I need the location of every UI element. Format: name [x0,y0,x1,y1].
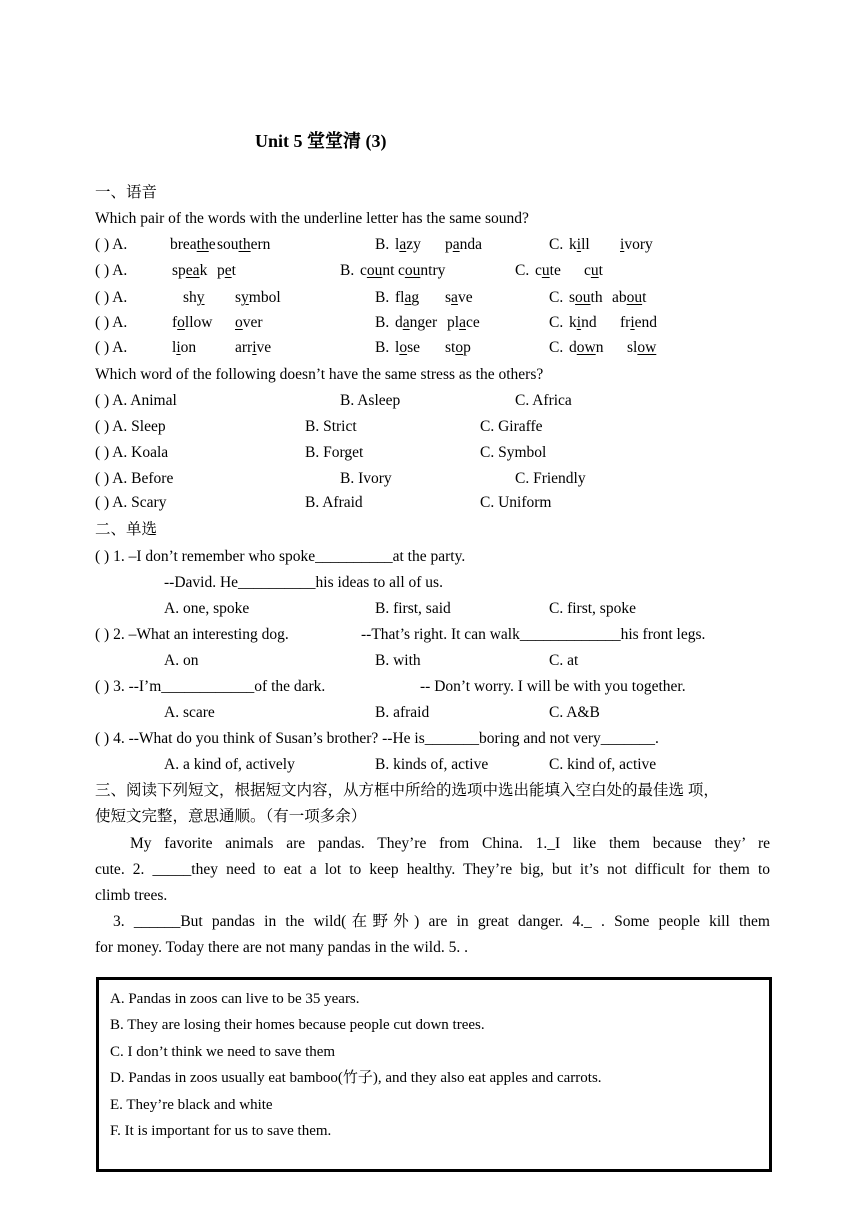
answer-blank-prefix: ( ) A. [95,262,128,279]
word-segment: vory [624,236,653,253]
option-c-label: C. [549,289,564,306]
option-a-word-2 [235,338,271,358]
option-c-label: C. [549,236,564,253]
word-segment: th [238,236,251,253]
option-a-word [172,338,196,358]
word-segment: st [445,339,456,356]
passage-line: 3. ______But pandas in the wild(在野外) are in great danger. 4._ . Some people kill them [113,913,770,930]
word-segment: pl [447,314,460,331]
answer-blank-prefix: ( ) A. [95,289,128,306]
word-segment: arr [235,339,253,356]
word-segment: f [172,314,178,331]
word-segment: ow [637,339,657,356]
option-c-word-2 [584,261,603,281]
stress-option-b: B. Ivory [340,470,392,487]
option-c-label: C. [549,339,564,356]
stress-option-a: ( ) A. Scary [95,494,167,511]
option-b-label: B. [375,314,390,331]
option-a-word-2 [235,313,263,333]
word-segment: te [549,262,561,279]
word-segment: i [576,236,582,253]
word-segment: y [196,289,205,306]
word-segment: th [196,236,209,253]
stress-option-c: C. Giraffe [480,418,543,435]
word-segment: p [463,339,471,356]
word-segment: brea [170,236,197,253]
word-segment: d [569,339,577,356]
option-a-word-2 [235,288,281,308]
option-a-word [170,235,216,255]
word-segment: a [404,289,412,306]
option-a-word [172,261,207,281]
stress-option-a: ( ) A. Before [95,470,174,487]
option-b: B. afraid [375,704,430,721]
option-c-label: C. [549,314,564,331]
word-segment: l [395,236,400,253]
passage-line: climb trees. [95,887,168,904]
option-b-label: B. [375,289,390,306]
passage-line: cute. 2. _____they need to eat a lot to keep healthy. They’re big, but it’s not difficult for them to [95,861,770,878]
word-segment: i [620,236,625,253]
word-segment: d [395,314,403,331]
option-b-word-2 [398,261,445,281]
word-segment: l [395,339,400,356]
word-segment: ow [576,339,596,356]
word-segment: nda [459,236,483,253]
option-c-word [569,313,597,333]
word-segment: sp [172,262,186,279]
option-b: B. kinds of, active [375,756,489,773]
word-segment: ern [250,236,271,253]
word-segment: sou [217,236,239,253]
option-b-word-2 [445,235,482,255]
word-segment: i [630,314,635,331]
word-segment: e [208,236,216,253]
box-option: C. I don’t think we need to save them [110,1043,336,1060]
word-segment: y [241,289,249,306]
word-segment: ntry [420,262,446,279]
word-segment: sl [627,339,638,356]
word-segment: fl [395,289,405,306]
word-segment: a [402,314,410,331]
option-a: A. on [164,652,199,669]
word-segment: zy [406,236,421,253]
option-a-word [172,313,212,333]
word-segment: k [569,236,577,253]
word-segment: s [235,289,242,306]
word-segment: th [590,289,603,306]
passage-line: for money. Today there are not many pandas in the wild. 5. . [95,939,468,956]
option-b-word-2 [445,288,473,308]
word-segment: end [634,314,658,331]
word-segment: fr [620,314,631,331]
option-c: C. first, spoke [549,600,636,617]
option-c-label: C. [515,262,530,279]
section-heading-reading-cont: 使短文完整，意思通顺。（有一项多余） [95,808,367,825]
option-b-label: B. [375,236,390,253]
passage-line: My favorite animals are pandas. They’re from China. 1._I like them because they’ re [130,835,770,852]
word-segment: o [399,339,408,356]
box-option: B. They are losing their homes because people cut down trees. [110,1017,485,1034]
box-option: A. Pandas in zoos can live to be 35 years. [110,991,360,1007]
box-option: F. It is important for us to save them. [110,1123,332,1139]
word-segment: t [231,262,236,279]
word-segment: ver [242,314,263,331]
stress-option-b: B. Strict [305,418,357,435]
word-segment: t [642,289,647,306]
word-segment: nd [581,314,597,331]
word-segment: c [535,262,542,279]
word-segment: o [235,314,243,331]
answer-blank-prefix: ( ) A. [95,236,128,253]
option-b-word [395,235,421,255]
word-segment: a [452,236,460,253]
word-segment: ab [612,289,627,306]
option-b: B. with [375,652,421,669]
question-line: ( ) 3. --I’m____________of the dark. [95,678,326,695]
stress-option-c: C. Uniform [480,494,552,511]
option-a: A. a kind of, actively [164,756,295,773]
option-c: C. kind of, active [549,756,657,773]
word-segment: se [407,339,420,356]
box-option: D. Pandas in zoos usually eat bamboo(竹子), and they also eat apples and carrots. [110,1070,602,1087]
word-segment: nger [409,314,438,331]
option-b-word-2 [445,338,471,358]
stress-option-a: ( ) A. Koala [95,444,169,461]
word-segment: ve [457,289,473,306]
question-line: ( ) 4. --What do you think of Susan’s brother? --He is_______boring and not very_______. [95,730,659,747]
word-segment: t [598,262,603,279]
word-segment: i [176,339,181,356]
word-segment: l [172,339,177,356]
option-c-word-2 [620,313,657,333]
stress-option-c: C. Friendly [515,470,586,487]
word-segment: g [411,289,420,306]
word-segment: p [217,262,225,279]
word-segment: ea [185,262,200,279]
option-b-word [395,338,420,358]
stress-option-b: B. Afraid [305,494,363,511]
option-b: B. first, said [375,600,451,617]
word-segment: k [199,262,208,279]
option-a-word [183,288,205,308]
question-instruction: Which word of the following doesn’t have the same stress as the others? [95,366,544,383]
word-segment: ll [581,236,590,253]
word-segment: s [445,289,452,306]
question-line: --That’s right. It can walk_____________his front legs. [361,626,706,643]
question-instruction: Which pair of the words with the underline letter has the same sound? [95,210,529,227]
word-segment: s [569,289,576,306]
option-a-word-2 [217,261,236,281]
word-segment: o [455,339,464,356]
word-segment: a [399,236,407,253]
stress-option-a: ( ) A. Sleep [95,418,166,435]
stress-option-b: B. Asleep [340,392,401,409]
word-segment: c [584,262,591,279]
word-segment: llow [184,314,213,331]
option-a: A. one, spoke [164,600,250,617]
word-segment: i [576,314,582,331]
option-b-word [360,261,394,281]
word-segment: ou [575,289,591,306]
word-segment: p [445,236,453,253]
option-c-word-2 [612,288,646,308]
section-heading-choice: 二、单选 [95,521,158,538]
word-segment: n [595,339,604,356]
word-segment: o [177,314,185,331]
question-line: ( ) 2. –What an interesting dog. [95,626,289,643]
word-segment: i [252,339,257,356]
word-segment: u [590,262,599,279]
page-title: Unit 5 堂堂清 (3) [255,131,387,151]
option-c: C. at [549,652,579,669]
option-c-word [535,261,561,281]
answer-blank-prefix: ( ) A. [95,339,128,356]
question-line: ( ) 1. –I don’t remember who spoke__________at the party. [95,548,466,565]
word-segment: nt [382,262,395,279]
option-c-word [569,338,603,358]
stress-option-c: C. Symbol [480,444,547,461]
word-segment: c [398,262,405,279]
option-b-word [395,313,437,333]
option-c-word [569,235,590,255]
word-segment: u [541,262,550,279]
box-option: E. They’re black and white [110,1096,273,1113]
answer-blank-prefix: ( ) A. [95,314,128,331]
word-segment: ve [256,339,272,356]
word-segment: ce [465,314,480,331]
option-c-word-2 [627,338,656,358]
question-line: --David. He__________his ideas to all of us. [164,574,443,591]
word-segment: e [224,262,232,279]
word-segment: mbol [248,289,281,306]
option-c-word-2 [620,235,653,255]
option-c: C. A&B [549,704,600,721]
option-c-word [569,288,603,308]
option-b-label: B. [375,339,390,356]
stress-option-b: B. Forget [305,444,364,461]
section-heading-reading: 三、阅读下列短文，根据短文内容，从方框中所给的选项中选出能填入空白处的最佳选 项， [95,782,719,799]
word-segment: ou [626,289,643,306]
option-a: A. scare [164,704,215,721]
word-segment: ou [404,262,421,279]
word-segment: ou [366,262,383,279]
stress-option-a: ( ) A. Animal [95,392,177,409]
option-b-label: B. [340,262,355,279]
option-b-word-2 [447,313,480,333]
word-segment: sh [183,289,197,306]
question-line: -- Don’t worry. I will be with you together. [420,678,686,695]
word-segment: on [180,339,197,356]
word-segment: a [451,289,458,306]
stress-option-c: C. Africa [515,392,572,409]
word-segment: k [569,314,577,331]
section-heading-phonics: 一、语音 [95,184,158,201]
option-b-word [395,288,419,308]
word-segment: a [459,314,466,331]
word-segment: c [360,262,367,279]
option-a-word-2 [217,235,270,255]
